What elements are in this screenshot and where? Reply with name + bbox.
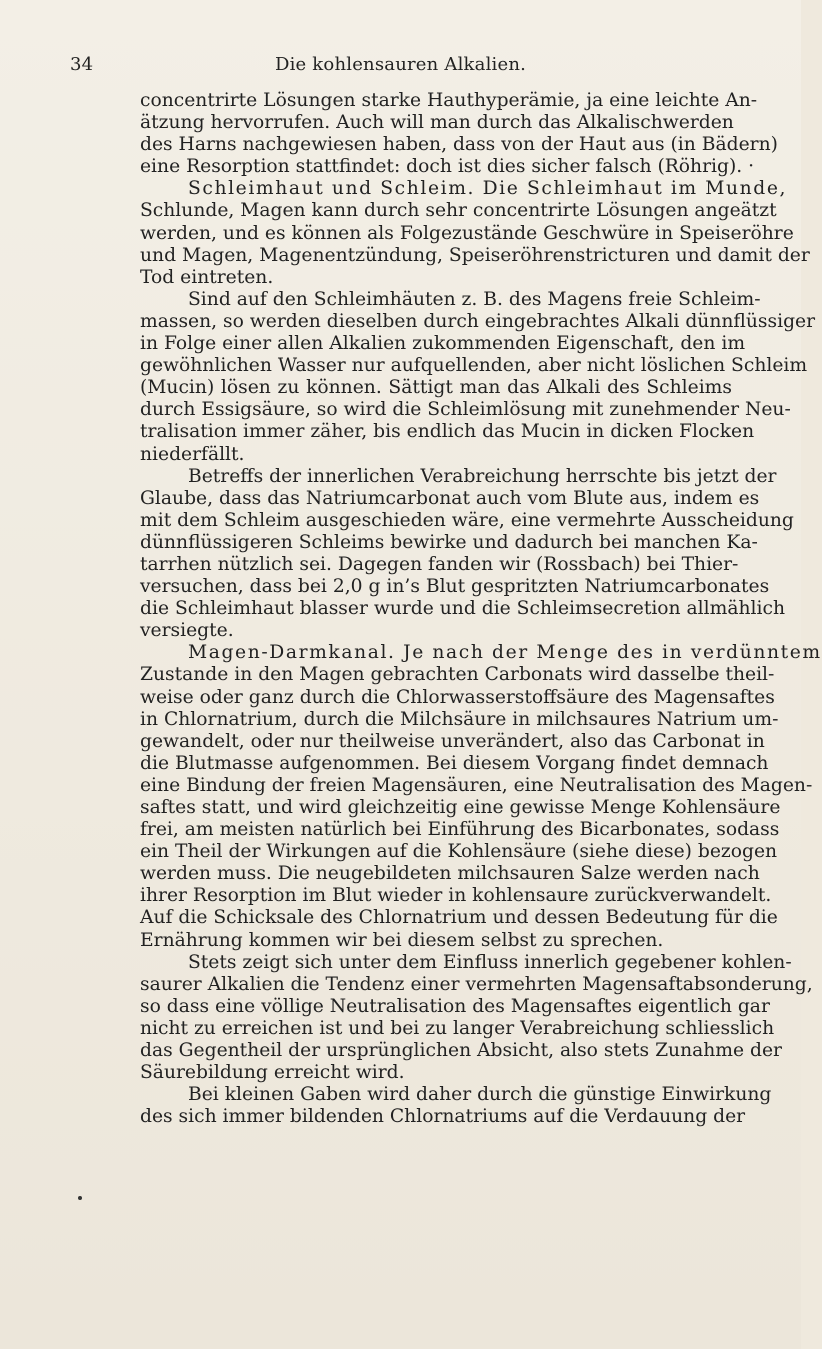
text-line: eine Bindung der freien Magensäuren, eine Neutralisation des Magen-	[140, 774, 813, 796]
text-line: weise oder ganz durch die Chlorwasserstoffsäure des Magensaftes	[140, 686, 775, 708]
text-line: saurer Alkalien die Tendenz einer vermehrten Magensaftabsonderung,	[140, 973, 813, 995]
text-line: mit dem Schleim ausgeschieden wäre, eine vermehrte Ausscheidung	[140, 509, 794, 531]
text-line: Glaube, dass das Natriumcarbonat auch vom Blute aus, indem es	[140, 487, 760, 509]
text-line: die Schleimhaut blasser wurde und die Schleimsecretion allmählich	[140, 598, 785, 620]
margin-mark	[78, 1196, 82, 1200]
text-line: saftes statt, und wird gleichzeitig eine gewisse Menge Kohlensäure	[140, 797, 781, 818]
text-line: ätzung hervorrufen. Auch will man durch das Alkalischwerden	[140, 112, 734, 134]
text-line: (Mucin) lösen zu können. Sättigt man das Alkali des Schleims	[140, 377, 732, 399]
text-line: durch Essigsäure, so wird die Schleimlösung mit zunehmender Neu-	[140, 399, 791, 421]
text-line: versiegte.	[140, 620, 234, 642]
text-line: ihrer Resorption im Blut wieder in kohlensaure zurückverwandelt.	[140, 885, 772, 907]
page-header	[70, 54, 731, 82]
text-line: massen, so werden dieselben durch eingebrachtes Alkali dünnflüssiger	[140, 310, 816, 332]
text-line: Tod eintreten.	[140, 266, 274, 288]
text-line: Auf die Schicksale des Chlornatrium und dessen Bedeutung für die	[140, 907, 778, 929]
text-line: versuchen, dass bei 2,0 g in’s Blut gespritzten Natriumcarbonates	[140, 576, 770, 598]
text-line: Sind auf den Schleimhäuten z. B. des Magens freie Schleim-	[188, 288, 761, 310]
text-line: Bei kleinen Gaben wird daher durch die günstige Einwirkung	[188, 1084, 772, 1106]
text-line: Zustande in den Magen gebrachten Carbonats wird dasselbe theil-	[140, 664, 775, 686]
text-line: concentrirte Lösungen starke Hauthyperämie, ja eine leichte An-	[140, 90, 758, 111]
text-line: in Folge einer allen Alkalien zukommenden Eigenschaft, den im	[140, 333, 746, 355]
text-line: tarrhen nützlich sei. Dagegen fanden wir (Rossbach) bei Thier-	[140, 553, 739, 575]
text-line: dünnflüssigeren Schleims bewirke und dadurch bei manchen Ka-	[140, 531, 758, 553]
text-line: so dass eine völlige Neutralisation des Magensaftes eigentlich gar	[140, 995, 770, 1017]
text-line: werden muss. Die neugebildeten milchsauren Salze werden nach	[140, 863, 760, 885]
text-line: eine Resorption stattfindet: doch ist dies sicher falsch (Röhrig). ·	[140, 156, 755, 178]
text-line: Säurebildung erreicht wird.	[140, 1062, 405, 1084]
running-title: Die kohlensauren Alkalien.	[274, 54, 527, 75]
text-line: Magen-Darmkanal. Je nach der Menge des in verdünntem	[188, 642, 822, 664]
text-line: und Magen, Magenentzündung, Speiseröhrenstricturen und damit der	[140, 244, 810, 266]
page-number: 34	[70, 54, 94, 75]
text-line: Schleimhaut und Schleim. Die Schleimhaut im Munde,	[188, 178, 788, 200]
text-line: gewandelt, oder nur theilweise unverändert, also das Carbonat in	[140, 730, 765, 752]
text-line: tralisation immer zäher, bis endlich das Mucin in dicken Flocken	[140, 421, 755, 443]
text-line: Ernährung kommen wir bei diesem selbst zu sprechen.	[140, 929, 664, 951]
text-line: niederfällt.	[140, 443, 245, 465]
text-line: Schlunde, Magen kann durch sehr concentrirte Lösungen angeätzt	[140, 200, 777, 222]
text-line: nicht zu erreichen ist und bei zu langer Verabreichung schliesslich	[140, 1017, 775, 1039]
text-line: des sich immer bildenden Chlornatriums auf die Verdauung der	[140, 1106, 746, 1128]
text-line: Stets zeigt sich unter dem Einfluss innerlich gegebener kohlen-	[188, 951, 792, 973]
text-line: des Harns nachgewiesen haben, dass von der Haut aus (in Bädern)	[140, 134, 778, 156]
text-line: in Chlornatrium, durch die Milchsäure in milchsaures Natrium um-	[140, 708, 779, 730]
text-line: das Gegentheil der ursprünglichen Absicht, also stets Zunahme der	[140, 1040, 782, 1062]
text-line: Betreffs der innerlichen Verabreichung herrschte bis jetzt der	[188, 465, 777, 487]
text-line: werden, und es können als Folgezustände Geschwüre in Speiseröhre	[140, 222, 794, 244]
text-line: ein Theil der Wirkungen auf die Kohlensäure (siehe diese) bezogen	[140, 841, 778, 863]
body-text	[140, 90, 822, 1335]
text-line: gewöhnlichen Wasser nur aufquellenden, aber nicht löslichen Schleim	[140, 355, 808, 377]
text-line: die Blutmasse aufgenommen. Bei diesem Vorgang findet demnach	[140, 752, 769, 774]
text-line: frei, am meisten natürlich bei Einführung des Bicarbonates, sodass	[140, 819, 780, 841]
